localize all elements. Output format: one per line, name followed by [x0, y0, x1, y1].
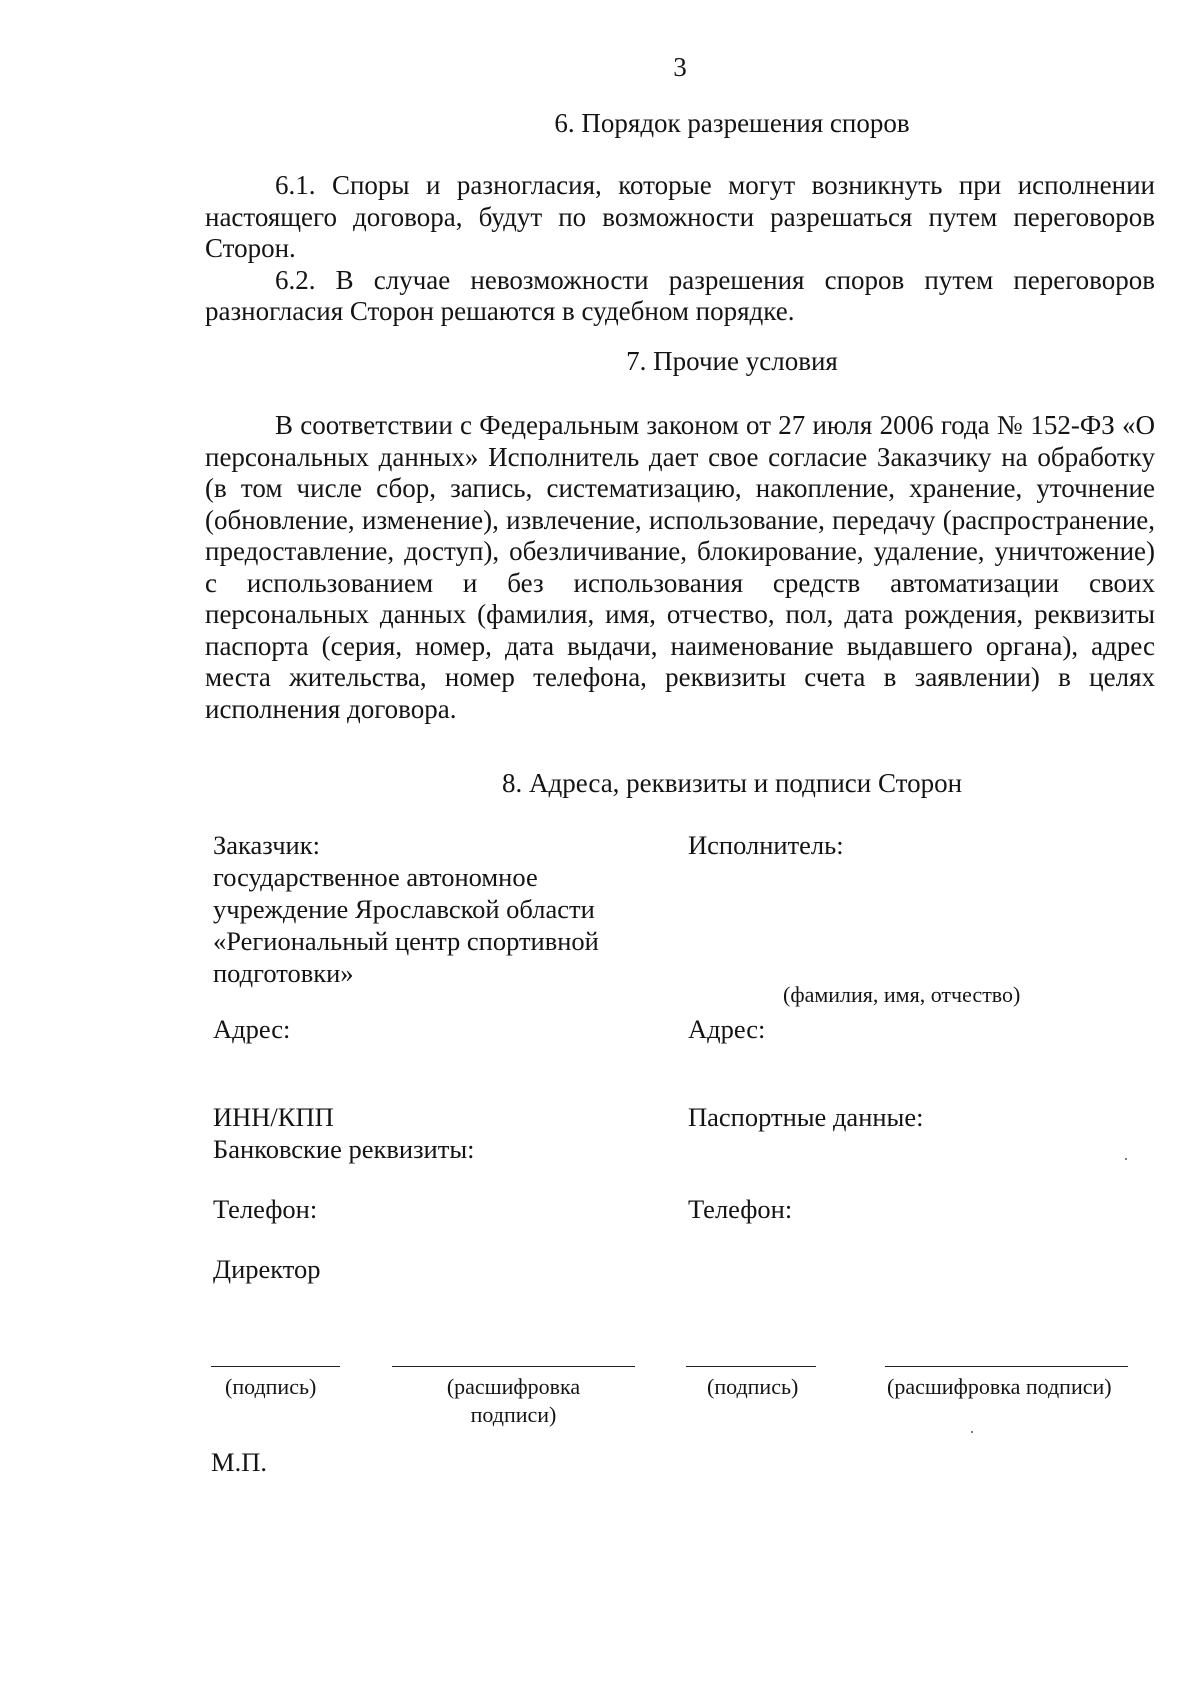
paragraph-7-consent: В соответствии с Федеральным законом от 27 июля 2006 года № 152-ФЗ «О персональных данных» Исполнитель дает свое согласие Заказчику на обработку (в том числе сбор, запись, систематизацию, накопление, хранение, уточнение (обновление, изменение), извлечение, использование, передачу (распространение, предоставление, доступ), обезличивание, блокирование, удаление, уничтожение) с использованием и без использования средств автоматизации своих персональных данных (фамилия, имя, отчество, пол, дата рождения, реквизиты паспорта (серия, номер, дата выдачи, наименование выдавшего органа), адрес места жительства, номер телефона, реквизиты счета в заявлении) в целях исполнения договора.	[205, 410, 1155, 724]
customer-phone: Телефон:	[213, 1194, 318, 1224]
contractor-fio-caption: (фамилия, имя, отчество)	[783, 982, 1021, 1007]
stamp-place: М.П.	[211, 1447, 267, 1477]
customer-decoding-caption-line2: подписи)	[470, 1402, 557, 1427]
contractor-label: Исполнитель:	[688, 830, 844, 860]
customer-signature-line	[211, 1366, 340, 1367]
contractor-decoding-line	[885, 1366, 1128, 1367]
contractor-decoding-caption: (расшифровка подписи)	[887, 1374, 1112, 1399]
contractor-phone: Телефон:	[688, 1194, 793, 1224]
customer-decoding-caption-line1: (расшифровка	[446, 1374, 581, 1399]
section-6-text	[205, 170, 1155, 328]
section-8-heading: 8. Адреса, реквизиты и подписи Сторон	[501, 768, 963, 798]
paragraph-6-1: 6.1. Споры и разногласия, которые могут возникнуть при исполнении настоящего договора, будут по возможности разрешаться путем переговоров Сторон.	[205, 170, 1155, 263]
customer-inn-kpp: ИНН/КПП	[213, 1102, 334, 1132]
contractor-address: Адрес:	[688, 1014, 766, 1044]
section-7-heading: 7. Прочие условия	[626, 346, 838, 376]
scan-speck	[971, 1431, 973, 1433]
customer-address: Адрес:	[213, 1014, 291, 1044]
page-number: 3	[673, 52, 687, 82]
contractor-passport: Паспортные данные:	[688, 1102, 924, 1132]
contractor-signature-caption: (подпись)	[707, 1374, 799, 1399]
customer-decoding-line	[392, 1366, 635, 1367]
customer-org-line2: учреждение Ярославской области	[213, 894, 595, 924]
customer-bank-details: Банковские реквизиты:	[213, 1134, 475, 1164]
customer-label: Заказчик:	[213, 830, 320, 860]
paragraph-6-2: 6.2. В случае невозможности разрешения споров путем переговоров разногласия Сторон решаются в судебном порядке.	[205, 264, 1155, 326]
customer-org-line3: «Региональный центр спортивной	[213, 926, 599, 956]
section-6-heading: 6. Порядок разрешения споров	[554, 108, 910, 138]
customer-org-line4: подготовки»	[213, 958, 354, 988]
customer-director: Директор	[213, 1254, 321, 1284]
section-7-text	[205, 410, 1155, 725]
customer-signature-caption: (подпись)	[225, 1374, 317, 1399]
contractor-signature-line	[686, 1366, 816, 1367]
customer-org-line1: государственное автономное	[213, 862, 538, 892]
scan-speck	[1125, 1158, 1127, 1160]
